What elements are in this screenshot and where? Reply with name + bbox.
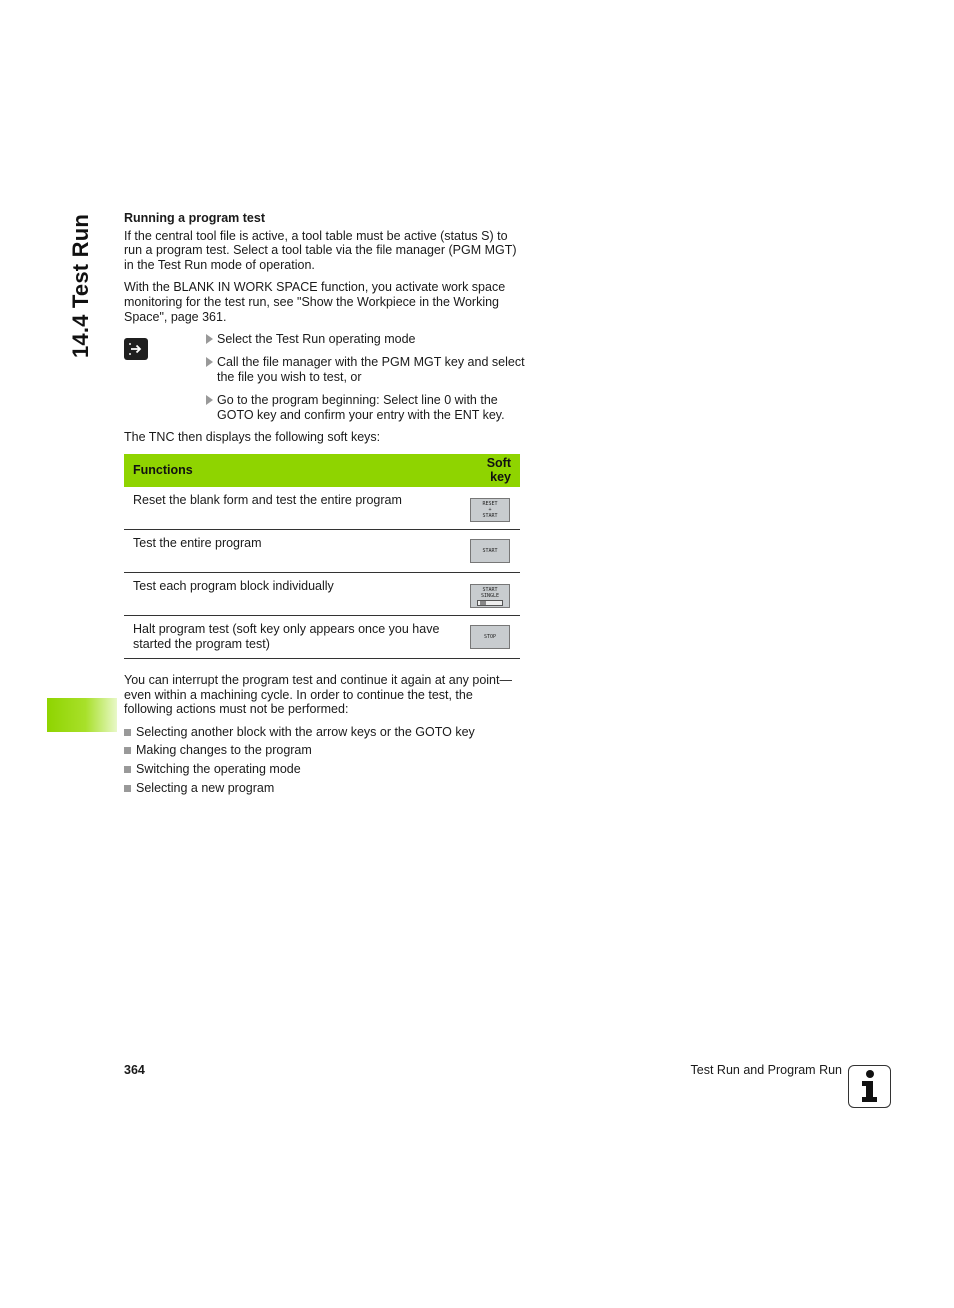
softkeys-intro: The TNC then displays the following soft keys: (124, 430, 381, 445)
chapter-tab-marker (47, 698, 117, 732)
step-item (206, 355, 537, 384)
step-item (206, 393, 537, 422)
list-item: Selecting another block with the arrow keys or the GOTO key (124, 725, 520, 740)
list-item: Selecting a new program (124, 781, 520, 796)
table-row (124, 615, 520, 658)
function-cell: Reset the blank form and test the entire program (124, 487, 460, 530)
intro-paragraph: If the central tool file is active, a tool table must be active (status S) to run a program test. Select a tool table via the file manager (PGM MGT) in the Test Run mode of operation. (124, 228, 517, 272)
step-arrow-icon (206, 357, 213, 367)
step-arrow-icon (206, 395, 213, 405)
running-footer-title: Test Run and Program Run (690, 1063, 842, 1077)
info-icon (848, 1065, 891, 1108)
softkey-table (124, 454, 520, 659)
column-header-functions: Functions (124, 454, 460, 487)
page-number: 364 (124, 1063, 145, 1077)
softkey-label: START (482, 586, 498, 593)
table-row (124, 487, 520, 530)
softkey-label: SINGLE (480, 592, 500, 599)
softkey-label: + (488, 506, 492, 513)
list-item: Switching the operating mode (124, 762, 520, 777)
blank-workspace-paragraph: With the BLANK IN WORK SPACE function, you activate work space monitoring for the test run, see "Show the Workpiece in the Working Space", page 361. (124, 280, 506, 324)
main-content (124, 211, 525, 799)
section-heading: Running a program test (124, 211, 265, 225)
step-item (206, 332, 537, 347)
softkey-cell (460, 615, 520, 658)
softkey-label: STOP (483, 633, 497, 640)
start-single-softkey[interactable] (470, 584, 510, 608)
softkey-label: RESET (482, 500, 498, 507)
reset-start-softkey[interactable] (470, 498, 510, 522)
procedure-steps (124, 332, 525, 426)
softkey-cell (460, 572, 520, 615)
softkey-cell (460, 487, 520, 530)
start-softkey[interactable] (470, 539, 510, 563)
softkey-label: START (482, 547, 498, 554)
list-item: Making changes to the program (124, 743, 520, 758)
function-cell: Test each program block individually (124, 572, 460, 615)
table-row (124, 572, 520, 615)
step-arrow-icon (206, 334, 213, 344)
step-text: Go to the program beginning: Select line 0 with the GOTO key and confirm your entry with the ENT key. (217, 393, 505, 422)
function-cell: Test the entire program (124, 529, 460, 572)
softkey-label: START (482, 512, 498, 519)
column-header-softkey: Soft key (460, 454, 520, 487)
step-text: Call the file manager with the PGM MGT key and select the file you wish to test, or (217, 355, 525, 384)
restrictions-list (124, 725, 520, 795)
table-row (124, 529, 520, 572)
softkey-cell (460, 529, 520, 572)
chapter-side-title: 14.4 Test Run (68, 213, 93, 358)
function-cell: Halt program test (soft key only appears once you have started the program test) (124, 615, 460, 658)
stop-softkey[interactable] (470, 625, 510, 649)
test-run-mode-key-icon (124, 338, 148, 360)
single-block-icon (477, 600, 503, 606)
step-text: Select the Test Run operating mode (217, 332, 416, 347)
interrupt-paragraph: You can interrupt the program test and continue it again at any point—even within a machining cycle. In order to continue the test, the following actions must not be performed: (124, 672, 512, 717)
